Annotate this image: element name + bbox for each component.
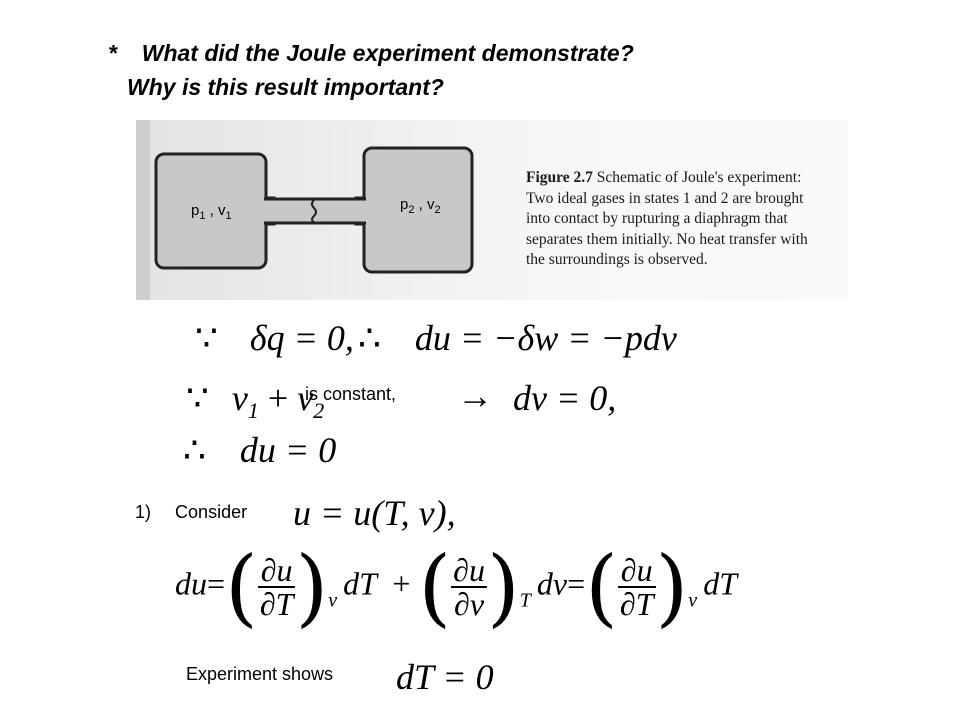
consider-text: Consider	[175, 502, 248, 522]
question-text-1: What did the Joule experiment demonstrate?	[141, 40, 634, 66]
eq2-result: dv = 0,	[513, 378, 617, 418]
eq3: du = 0	[239, 430, 337, 470]
question-bullet: *	[108, 40, 117, 66]
left-tank-label: $p_1$ , $v_1$	[191, 202, 232, 222]
consider-label	[135, 502, 247, 523]
consider-expression: u = u(T, v),	[293, 493, 456, 533]
caption-figure-number: Figure 2.7	[526, 169, 593, 186]
joule-apparatus-diagram	[136, 120, 496, 300]
eq1-left: δq = 0,	[249, 318, 354, 358]
figure-caption	[526, 168, 824, 271]
because-symbol: ∵	[195, 318, 218, 358]
total-differential-equation: du=( $\frac{\partial u}{\partial T}$ )$_v$ dT + ( $\frac{\partial u}{\partial v}$ )$_T$ dv=( $\frac{\partial u}{\partial T}$ )$_v$ dT	[175, 538, 737, 636]
caption-text: Schematic of Joule's experiment: Two ideal gases in states 1 and 2 are brought into contact by rupturing a diaphragm that separates them initially. No heat transfer with the surroundings is observed.	[526, 169, 808, 268]
experiment-expression: dT = 0	[396, 657, 494, 697]
equation-du-pdv	[358, 320, 677, 356]
right-tank-label: $p_2$ , $v_2$	[400, 196, 441, 216]
equation-volume-sum: ∵ $v_1 + v_2$	[186, 378, 325, 423]
equation-du-zero: ∴ du = 0	[183, 430, 337, 470]
eq2-arrow: →	[457, 376, 493, 416]
consider-number: 1)	[135, 502, 152, 522]
equation-heat-zero	[195, 320, 354, 356]
question-line-1	[108, 40, 634, 67]
joule-figure	[136, 120, 848, 300]
therefore-symbol: ∴	[358, 318, 381, 358]
experiment-label: Experiment shows	[186, 664, 334, 684]
eq1-right: du = −δw = −pdv	[414, 318, 677, 358]
eq2-text: is constant,	[305, 384, 397, 404]
question-line-2: Why is this result important?	[127, 74, 444, 100]
